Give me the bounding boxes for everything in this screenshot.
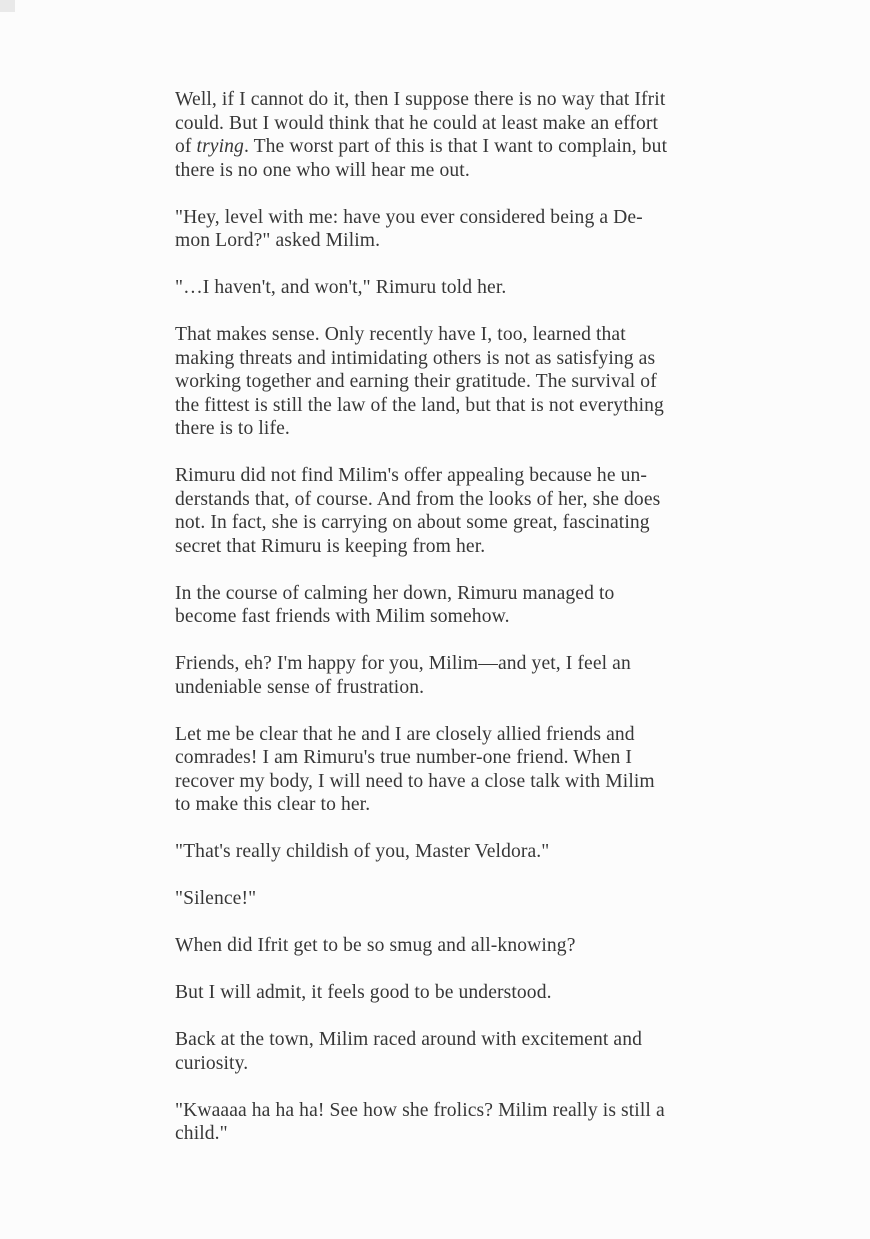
paragraph: "…I haven't, and won't," Rimuru told her. bbox=[175, 277, 507, 298]
paragraph: That makes sense. Only recently have I, too, learned that making threats and intimidating others is not as satisfying as working together and earning their gratitude. The survival of the fittest is still the law of the land, but that is not everything there is to life. bbox=[175, 324, 664, 439]
paragraph: "Kwaaaa ha ha ha! See how she frolics? Milim really is still a child." bbox=[175, 1099, 665, 1144]
page-corner-artifact bbox=[0, 0, 15, 12]
paragraph: Well, if I cannot do it, then I suppose there is no way that Ifrit could. But I would think that he could at least make an effort of trying. The worst part of this is that I want to complain, but there is no one who will hear me out. bbox=[175, 89, 668, 181]
paragraph: Rimuru did not find Milim's offer appealing because he un- derstands that, of course. And from the looks of her, she does not. In fact, she is carrying on about some great, fascinating secret that Rimuru is keeping from her. bbox=[175, 465, 661, 557]
paragraph: In the course of calming her down, Rimuru managed to become fast friends with Milim somehow. bbox=[175, 582, 615, 627]
paragraph: When did Ifrit get to be so smug and all-knowing? bbox=[175, 935, 576, 956]
paragraph: "Hey, level with me: have you ever considered being a De- mon Lord?" asked Milim. bbox=[175, 206, 643, 251]
paragraph: Back at the town, Milim raced around with excitement and curiosity. bbox=[175, 1029, 642, 1074]
paragraph: Let me be clear that he and I are closely allied friends and comrades! I am Rimuru's true number-one friend. When I recover my body, I will need to have a close talk with Milim to make this clear to her. bbox=[175, 723, 655, 815]
paragraph: Friends, eh? I'm happy for you, Milim—and yet, I feel an undeniable sense of frustration. bbox=[175, 653, 631, 698]
text-column bbox=[175, 88, 705, 1169]
paragraph: "That's really childish of you, Master Veldora." bbox=[175, 841, 550, 862]
italic-text: trying bbox=[196, 136, 244, 157]
paragraph: "Silence!" bbox=[175, 888, 257, 909]
paragraph: But I will admit, it feels good to be understood. bbox=[175, 982, 552, 1003]
